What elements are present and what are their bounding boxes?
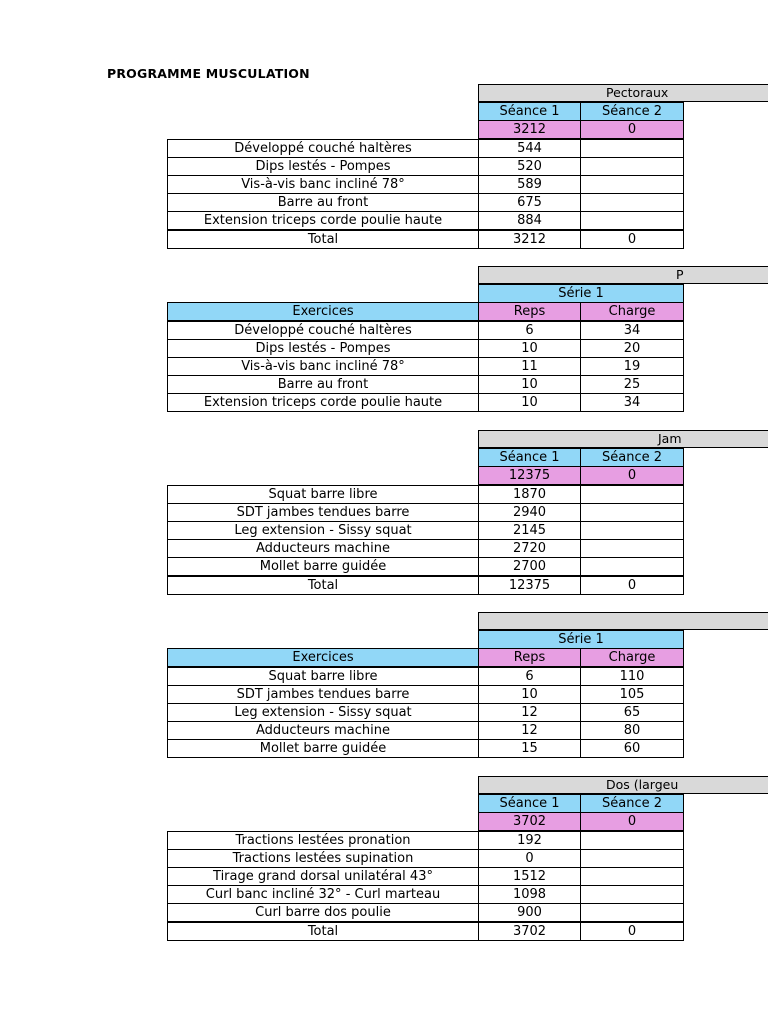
seance-1-value[interactable]: 544 <box>478 139 581 158</box>
seance-1-header[interactable]: Séance 1 <box>478 102 581 121</box>
charge-value[interactable]: 65 <box>580 703 684 722</box>
seance-1-value[interactable]: 2940 <box>478 503 581 522</box>
exercise-name[interactable]: Adducteurs machine <box>167 539 479 558</box>
exercise-name[interactable]: Curl barre dos poulie <box>167 903 479 922</box>
seance-2-value[interactable]: 0 <box>580 230 684 249</box>
page-title: PROGRAMME MUSCULATION <box>107 66 310 81</box>
exercise-name[interactable]: Total <box>167 576 479 595</box>
seance-1-value[interactable]: 900 <box>478 903 581 922</box>
seance-2-value[interactable] <box>580 175 684 194</box>
exercise-name[interactable]: Squat barre libre <box>167 485 479 504</box>
seance-1-sum[interactable]: 3702 <box>478 812 581 831</box>
seance-1-value[interactable]: 192 <box>478 831 581 850</box>
exercise-name[interactable]: Extension triceps corde poulie haute <box>167 211 479 230</box>
reps-value[interactable]: 12 <box>478 721 581 740</box>
seance-2-value[interactable] <box>580 485 684 504</box>
seance-2-value[interactable] <box>580 157 684 176</box>
exercise-name[interactable]: Vis-à-vis banc incliné 78° <box>167 357 479 376</box>
seance-1-sum[interactable]: 12375 <box>478 466 581 485</box>
seance-2-value[interactable] <box>580 903 684 922</box>
charge-value[interactable]: 34 <box>580 321 684 340</box>
serie-header[interactable]: Série 1 <box>478 284 684 303</box>
reps-value[interactable]: 6 <box>478 321 581 340</box>
reps-value[interactable]: 10 <box>478 685 581 704</box>
seance-2-value[interactable] <box>580 503 684 522</box>
seance-1-value[interactable]: 675 <box>478 193 581 212</box>
reps-header[interactable]: Reps <box>478 302 581 321</box>
exercise-name[interactable]: Total <box>167 230 479 249</box>
seance-1-value[interactable]: 589 <box>478 175 581 194</box>
charge-value[interactable]: 25 <box>580 375 684 394</box>
exercise-name[interactable]: SDT jambes tendues barre <box>167 503 479 522</box>
charge-value[interactable]: 105 <box>580 685 684 704</box>
exercise-name[interactable]: Leg extension - Sissy squat <box>167 703 479 722</box>
seance-2-value[interactable] <box>580 193 684 212</box>
seance-2-header[interactable]: Séance 2 <box>580 102 684 121</box>
seance-1-value[interactable]: 3212 <box>478 230 581 249</box>
seance-1-value[interactable]: 520 <box>478 157 581 176</box>
seance-1-value[interactable]: 2700 <box>478 557 581 576</box>
seance-2-header[interactable]: Séance 2 <box>580 448 684 467</box>
seance-1-sum[interactable]: 3212 <box>478 120 581 139</box>
seance-2-sum[interactable]: 0 <box>580 812 684 831</box>
exercise-name[interactable]: Barre au front <box>167 193 479 212</box>
charge-header[interactable]: Charge <box>580 302 684 321</box>
seance-2-value[interactable] <box>580 557 684 576</box>
exercise-name[interactable]: Squat barre libre <box>167 667 479 686</box>
seance-2-sum[interactable]: 0 <box>580 120 684 139</box>
charge-value[interactable]: 80 <box>580 721 684 740</box>
legs_detail-header <box>478 612 768 630</box>
reps-value[interactable]: 10 <box>478 339 581 358</box>
pec_detail-header-label: P <box>676 267 684 282</box>
exercices-header[interactable]: Exercices <box>167 648 479 667</box>
seance-1-header[interactable]: Séance 1 <box>478 794 581 813</box>
seance-1-value[interactable]: 1870 <box>478 485 581 504</box>
pec_detail-header <box>478 266 768 284</box>
charge-value[interactable]: 20 <box>580 339 684 358</box>
reps-value[interactable]: 12 <box>478 703 581 722</box>
seance-2-value[interactable] <box>580 139 684 158</box>
charge-value[interactable]: 110 <box>580 667 684 686</box>
exercise-name[interactable]: Total <box>167 922 479 941</box>
charge-value[interactable]: 19 <box>580 357 684 376</box>
seance-1-value[interactable]: 12375 <box>478 576 581 595</box>
reps-value[interactable]: 15 <box>478 739 581 758</box>
seance-1-value[interactable]: 1098 <box>478 885 581 904</box>
seance-2-value[interactable] <box>580 849 684 868</box>
seance-2-value[interactable] <box>580 885 684 904</box>
pec_summary-header-label: Pectoraux <box>606 85 669 100</box>
exercise-name[interactable]: Développé couché haltères <box>167 321 479 340</box>
seance-1-value[interactable]: 884 <box>478 211 581 230</box>
reps-value[interactable]: 10 <box>478 375 581 394</box>
seance-1-value[interactable]: 0 <box>478 849 581 868</box>
exercices-header[interactable]: Exercices <box>167 302 479 321</box>
seance-2-header[interactable]: Séance 2 <box>580 794 684 813</box>
legs_summary-header <box>478 430 768 448</box>
seance-2-sum[interactable]: 0 <box>580 466 684 485</box>
back_summary-header-label: Dos (largeu <box>606 777 679 792</box>
exercise-name[interactable]: Tirage grand dorsal unilatéral 43° <box>167 867 479 886</box>
seance-2-value[interactable]: 0 <box>580 922 684 941</box>
charge-header[interactable]: Charge <box>580 648 684 667</box>
exercise-name[interactable]: Curl banc incliné 32° - Curl marteau <box>167 885 479 904</box>
seance-1-value[interactable]: 1512 <box>478 867 581 886</box>
exercise-name[interactable]: SDT jambes tendues barre <box>167 685 479 704</box>
seance-1-header[interactable]: Séance 1 <box>478 448 581 467</box>
charge-value[interactable]: 34 <box>580 393 684 412</box>
serie-header[interactable]: Série 1 <box>478 630 684 649</box>
reps-value[interactable]: 11 <box>478 357 581 376</box>
exercise-name[interactable]: Dips lestés - Pompes <box>167 157 479 176</box>
legs_summary-header-label: Jam <box>658 431 682 446</box>
exercise-name[interactable]: Barre au front <box>167 375 479 394</box>
seance-2-value[interactable] <box>580 831 684 850</box>
seance-1-value[interactable]: 2145 <box>478 521 581 540</box>
seance-1-value[interactable]: 3702 <box>478 922 581 941</box>
seance-2-value[interactable] <box>580 211 684 230</box>
exercise-name[interactable]: Développé couché haltères <box>167 139 479 158</box>
seance-2-value[interactable] <box>580 539 684 558</box>
seance-2-value[interactable] <box>580 867 684 886</box>
seance-2-value[interactable] <box>580 521 684 540</box>
pec_summary-header <box>478 84 768 102</box>
exercise-name[interactable]: Adducteurs machine <box>167 721 479 740</box>
exercise-name[interactable]: Tractions lestées pronation <box>167 831 479 850</box>
exercise-name[interactable]: Extension triceps corde poulie haute <box>167 393 479 412</box>
reps-value[interactable]: 6 <box>478 667 581 686</box>
exercise-name[interactable]: Vis-à-vis banc incliné 78° <box>167 175 479 194</box>
charge-value[interactable]: 60 <box>580 739 684 758</box>
reps-value[interactable]: 10 <box>478 393 581 412</box>
exercise-name[interactable]: Mollet barre guidée <box>167 739 479 758</box>
seance-1-value[interactable]: 2720 <box>478 539 581 558</box>
reps-header[interactable]: Reps <box>478 648 581 667</box>
back_summary-header <box>478 776 768 794</box>
exercise-name[interactable]: Leg extension - Sissy squat <box>167 521 479 540</box>
seance-2-value[interactable]: 0 <box>580 576 684 595</box>
exercise-name[interactable]: Dips lestés - Pompes <box>167 339 479 358</box>
exercise-name[interactable]: Tractions lestées supination <box>167 849 479 868</box>
exercise-name[interactable]: Mollet barre guidée <box>167 557 479 576</box>
